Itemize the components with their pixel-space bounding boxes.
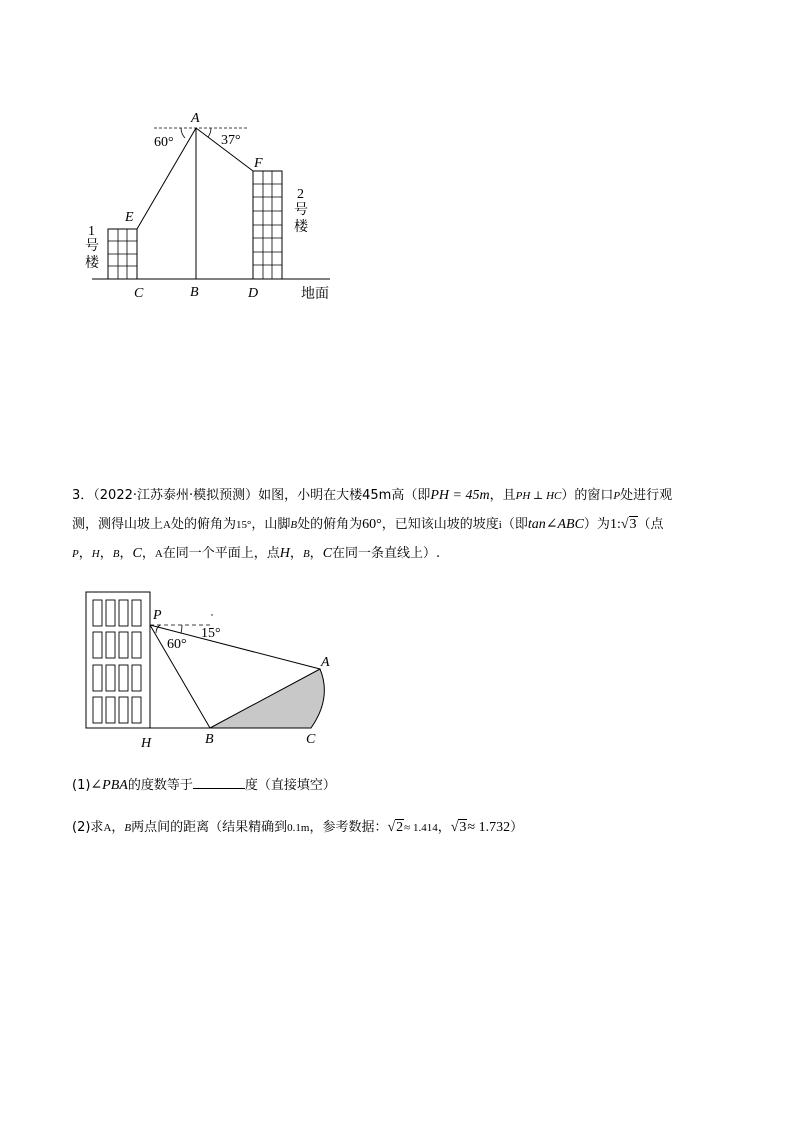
math-a: A (163, 519, 171, 531)
label-f: F (254, 156, 263, 171)
problem-text: 在同一个平面上，点 (162, 546, 280, 561)
math-pt2-c: C (322, 546, 333, 561)
label-angle-60: 60° (167, 637, 187, 652)
problem-text: ，山脚 (251, 517, 291, 532)
problem-3-line-1 (72, 481, 672, 511)
q2-sqrt3: √3 (450, 820, 467, 835)
comma: ， (119, 546, 133, 561)
label-angle-15: 15° (201, 626, 221, 641)
problem-text: 处的俯角为 (170, 517, 236, 532)
math-ph-eq: PH = 45m (430, 488, 490, 503)
math-pt-p: P (72, 548, 79, 560)
q1-number: (1) (72, 778, 91, 793)
label-bldg2-num: 2 (297, 187, 304, 202)
comma: ， (78, 546, 92, 561)
math-pt2-b: B (302, 548, 310, 560)
math-15deg: 15° (235, 519, 252, 531)
label-bldg2-hao: 号 (294, 202, 308, 218)
answer-blank[interactable] (193, 776, 245, 789)
math-pt-h: H (91, 548, 100, 560)
figure-hill-building (80, 588, 340, 753)
math-p: P (613, 490, 621, 502)
problem-3-line-2 (72, 510, 664, 540)
question-1 (72, 771, 336, 800)
label-h: H (141, 736, 152, 751)
problem-text: ）的窗口 (561, 488, 614, 503)
label-angle-37: 37° (221, 133, 241, 148)
label-a: A (321, 655, 330, 670)
q2-precision: 0.1m (287, 822, 310, 834)
comma: ， (99, 546, 113, 561)
problem-3-line-3 (72, 539, 440, 569)
q2-text: 求 (90, 820, 104, 835)
problem-source: （2022·江苏泰州·模拟预测） (93, 488, 259, 503)
label-bldg1-hao: 号 (85, 238, 99, 254)
math-b: B (290, 519, 298, 531)
q2-sqrt2: √2 (387, 820, 404, 835)
problem-text: （点 (637, 517, 664, 532)
math-i: i (498, 519, 502, 531)
comma: ， (437, 820, 451, 835)
label-bldg1-lou: 楼 (85, 255, 99, 271)
label-c: C (134, 286, 144, 301)
math-pt-b: B (112, 548, 120, 560)
comma: ， (309, 546, 323, 561)
problem-text: （即 (501, 517, 528, 532)
math-pt2-h: H (279, 546, 290, 561)
label-ground: 地面 (301, 286, 329, 302)
math-tan: tan∠ABC (527, 517, 584, 532)
problem-number: 3． (72, 488, 94, 503)
q2-sqrt3-value: ≈ 1.732 (467, 820, 511, 835)
label-d: D (248, 286, 259, 301)
q2-text: 两点间的距离（结果精确到 (131, 820, 288, 835)
math-ratio: 1: (609, 517, 621, 532)
problem-text: 在同一条直线上）. (332, 546, 441, 561)
q2-b: B (124, 822, 132, 834)
question-2 (72, 813, 523, 843)
math-60deg: 60° (362, 517, 382, 532)
label-c: C (306, 732, 316, 747)
q2-sqrt2-value: ≈ 1.414 (404, 822, 438, 834)
comma: ， (289, 546, 303, 561)
problem-text: ，已知该山坡的坡度 (381, 517, 499, 532)
math-ph-perp: PH ⊥ HC (515, 490, 562, 502)
label-b: B (205, 732, 214, 747)
math-pt-c: C (132, 546, 142, 561)
label-p: P (153, 608, 162, 623)
q2-text: ，参考数据： (309, 820, 388, 835)
q2-number: (2) (72, 820, 91, 835)
q1-angle: ∠PBA (90, 778, 128, 793)
label-bldg2-lou: 楼 (294, 219, 308, 235)
comma: ， (141, 546, 155, 561)
label-b: B (190, 285, 199, 300)
problem-text: 测，测得山坡上 (72, 517, 164, 532)
q2-text: ） (510, 820, 524, 835)
label-angle-60: 60° (154, 135, 174, 150)
label-a: A (191, 111, 200, 126)
problem-text: 处进行观 (620, 488, 673, 503)
q1-tail: 度（直接填空） (244, 778, 336, 793)
math-sqrt3: √3 (620, 517, 637, 532)
figure-buildings-angles (80, 108, 350, 308)
q2-a: A (103, 822, 112, 834)
problem-text: ）为 (583, 517, 610, 532)
label-e: E (125, 210, 134, 225)
problem-text: ，且 (489, 488, 516, 503)
math-pt-a: A (154, 548, 163, 560)
q1-text: 的度数等于 (127, 778, 193, 793)
problem-text: 处的俯角为 (297, 517, 363, 532)
problem-text: 如图，小明在大楼45m高（即 (258, 488, 431, 503)
label-bldg1-num: 1 (88, 224, 95, 239)
comma: ， (111, 820, 125, 835)
